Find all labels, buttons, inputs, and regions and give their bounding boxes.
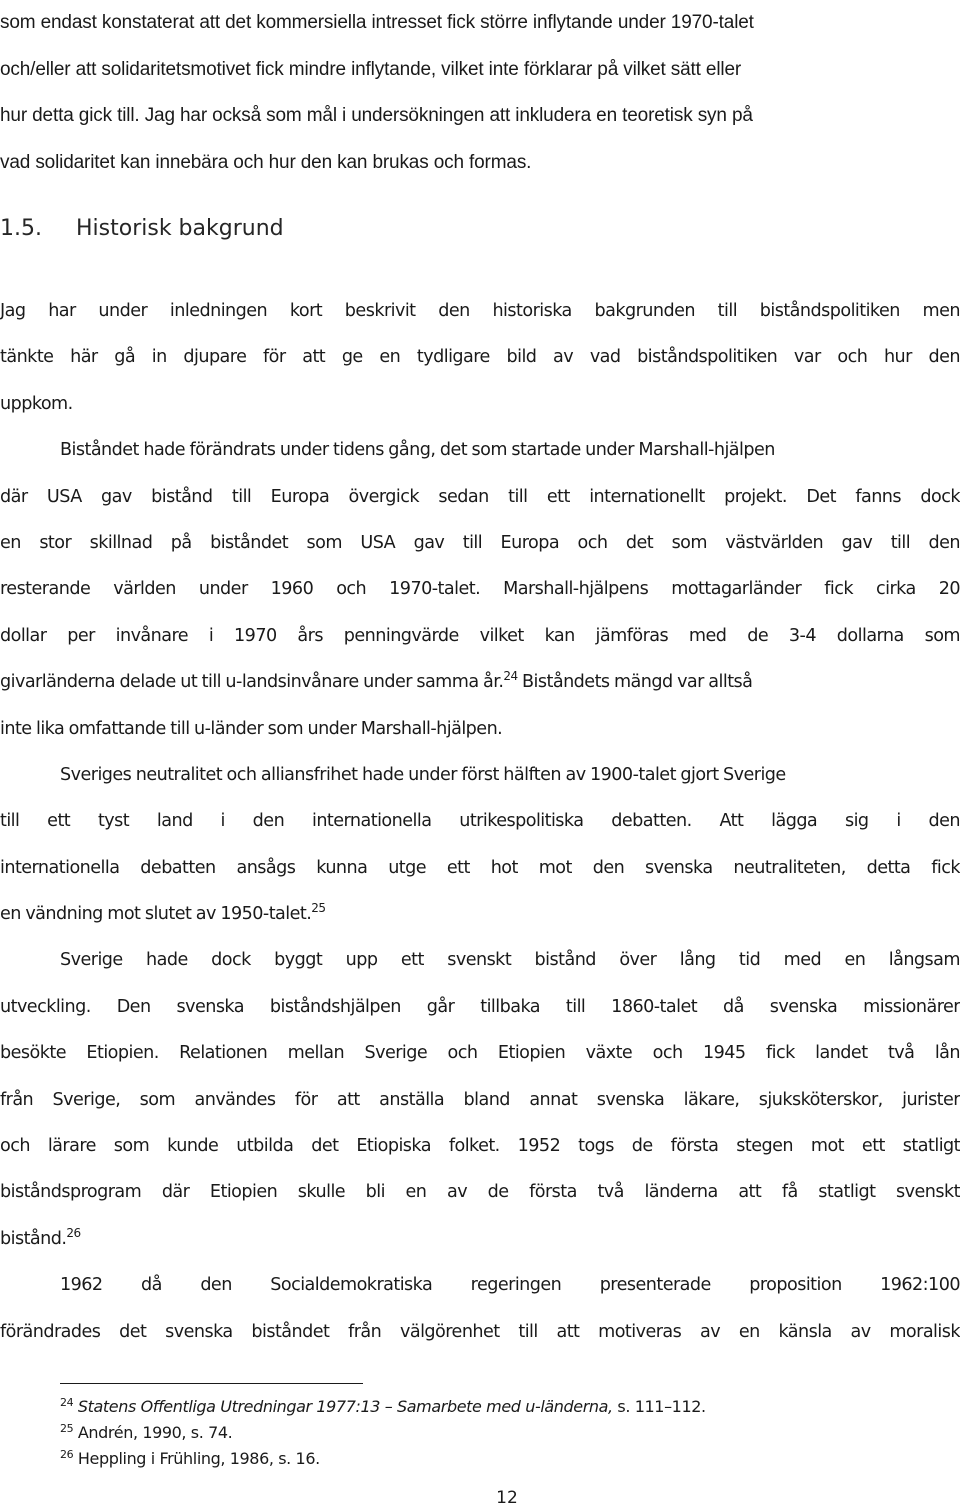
footnote-24 [60,1394,706,1420]
body-line-text: Biståndets mängd var alltså [522,672,753,693]
body-line: till ett tyst land i den internationella utrikespolitiska debatten. Att lägga sig i den [0,811,960,832]
body-line: Biståndet hade förändrats under tidens gång, det som startade under Marshall-hjälpen [60,440,775,461]
section-heading [0,206,284,252]
body-line: förändrades det svenska biståndet från välgörenhet till att motiveras av en känsla av moralisk [0,1321,960,1342]
intro-line: vad solidaritet kan innebära och hur den kan brukas och formas. [0,151,532,173]
body-line: Sveriges neutralitet och alliansfrihet hade under först hälften av 1900-talet gjort Sverige [60,764,786,785]
body-line: där USA gav bistånd till Europa övergick sedan till ett internationellt projekt. Det fanns dock [0,486,960,507]
body-line-text: bistånd. [0,1228,67,1249]
body-line-text: en vändning mot slutet av 1950-talet. [0,904,312,925]
footnote-number: 25 [60,1422,74,1435]
footnote-text: Andrén, 1990, s. 74. [77,1423,233,1442]
body-line: Sverige hade dock byggt upp ett svenskt bistånd över lång tid med en långsam [60,950,960,971]
body-line [0,659,960,705]
section-body [0,288,960,1355]
body-line: resterande världen under 1960 och 1970-talet. Marshall-hjälpens mottagarländer fick cirka 20 [0,579,960,600]
footnotes [60,1394,706,1472]
footnote-25 [60,1420,706,1446]
body-line: internationella debatten ansågs kunna utge ett hot mot den svenska neutraliteten, detta fick [0,857,960,878]
body-line: inte lika omfattande till u-länder som under Marshall-hjälpen. [0,718,503,739]
section-number: 1.5. [0,216,42,241]
page-number: 12 [496,1488,518,1508]
footnote-title: Statens Offentliga Utredningar 1977:13 – Samarbete med u-länderna, [77,1397,613,1416]
body-line: utveckling. Den svenska biståndshjälpen går tillbaka till 1860-talet då svenska missionärer [0,996,960,1017]
body-line: och lärare som kunde utbilda det Etiopiska folket. 1952 togs de första stegen mot ett statligt [0,1136,960,1157]
body-line: biståndsprogram där Etiopien skulle bli en av de första två länderna att få statligt svenskt [0,1182,960,1203]
body-line: besökte Etiopien. Relationen mellan Sverige och Etiopien växte och 1945 fick landet två lån [0,1043,960,1064]
footnote-ref-26[interactable]: 26 [66,1225,81,1240]
footnote-26 [60,1446,706,1472]
body-line: Jag har under inledningen kort beskrivit den historiska bakgrunden till biståndspolitiken men [0,301,960,321]
intro-line: som endast konstaterat att det kommersiella intresset fick större inflytande under 1970-talet [0,12,754,33]
section-title: Historisk bakgrund [76,216,284,241]
intro-line: och/eller att solidaritetsmotivet fick mindre inflytande, vilket inte förklarar på vilket sätt eller [0,58,742,80]
intro-line: hur detta gick till. Jag har också som mål i undersökningen att inkludera en teoretisk syn på [0,105,753,126]
body-line: 1962 då den Socialdemokratiska regeringen presenterade proposition 1962:100 [60,1275,960,1296]
body-line: uppkom. [0,393,73,414]
body-line: en stor skillnad på biståndet som USA gav till Europa och det som västvärlden gav till den [0,532,960,553]
footnote-pages: s. 111–112. [612,1397,706,1416]
footnote-text: Heppling i Frühling, 1986, s. 16. [77,1449,320,1468]
body-line: från Sverige, som användes för att anställa bland annat svenska läkare, sjuksköterskor, jurister [0,1089,960,1110]
body-line-text: givarländerna delade ut till u-landsinvånare under samma år. [0,672,504,693]
footnote-ref-24[interactable]: 24 [503,669,518,684]
footnote-divider [60,1383,363,1384]
body-line [0,891,960,937]
intro-paragraph [0,0,960,186]
footnote-number: 26 [60,1448,74,1461]
body-line: dollar per invånare i 1970 års penningvärde vilket kan jämföras med de 3-4 dollarna som [0,625,960,646]
footnote-ref-25[interactable]: 25 [311,901,326,916]
body-line [0,1216,960,1262]
body-line: tänkte här gå in djupare för att ge en tydligare bild av vad biståndspolitiken var och hur den [0,347,960,368]
footnote-number: 24 [60,1396,74,1409]
